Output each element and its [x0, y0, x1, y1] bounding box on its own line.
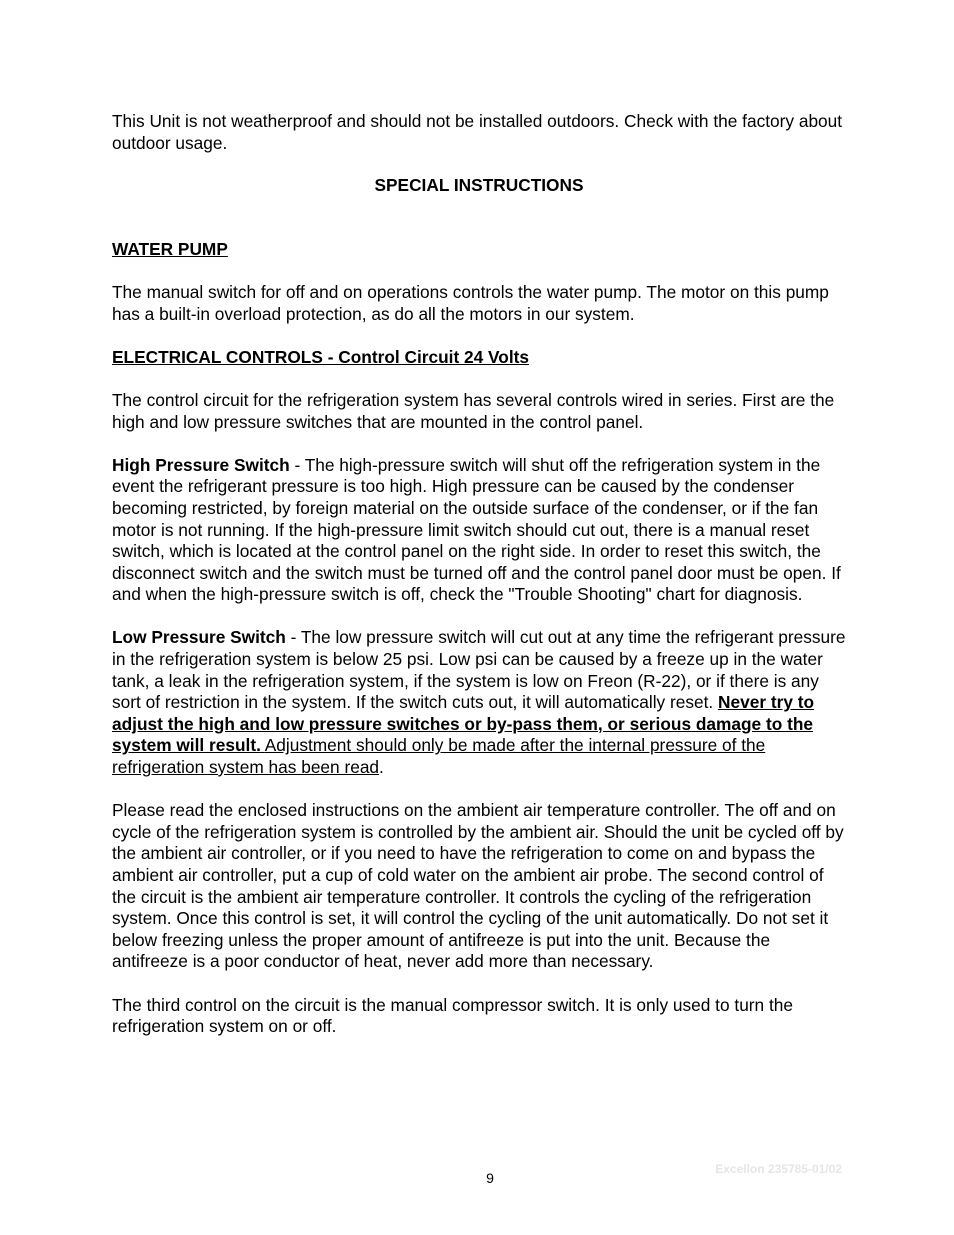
low-pressure-label: Low Pressure Switch — [112, 627, 286, 648]
low-pressure-warning: Never try to adjust the high and low pressure switches or by-pass them, or serious damage to the system will result. — [112, 692, 815, 756]
low-pressure-paragraph — [112, 627, 846, 778]
electrical-controls-heading: ELECTRICAL CONTROLS - Control Circuit 24 Volts — [112, 346, 530, 367]
ambient-paragraph: Please read the enclosed instructions on the ambient air temperature controller. The off and on cycle of the refrigeration system is controlled by the ambient air. Should the unit be cycled off by the ambient air controller, or if you need to have the refrigeration to come on and bypass the ambient air controller, put a cup of cold water on the ambient air probe. The second control of the circuit is the ambient air temperature controller. It controls the cycling of the refrigeration system. Once this control is set, it will control the cycling of the unit automatically. Do not set it below freezing unless the proper amount of antifreeze is put into the unit. Because the antifreeze is a poor conductor of heat, never add more than necessary. — [112, 800, 844, 972]
document-id: Excellon 235785-01/02 — [715, 1162, 842, 1176]
special-instructions-title: SPECIAL INSTRUCTIONS — [374, 175, 584, 196]
low-pressure-text: - The low pressure switch will cut out at any time the refrigerant pressure in the refrigeration system is below 25 psi. Low psi can be caused by a freeze up in the water tank, a leak in the refrigeration system, if the system is low on Freon (R-22), or if there is any sort of restriction in the system. If the switch cuts out, it will automatically reset. — [112, 627, 846, 713]
high-pressure-text: - The high-pressure switch will shut off the refrigeration system in the event the refrigerant pressure is too high. High pressure can be caused by the condenser becoming restricted, by foreign material on the outside surface of the condenser, or if the fan motor is not running. If the high-pressure limit switch should cut out, there is a manual reset switch, which is located at the control panel on the right side. In order to reset this switch, the disconnect switch and the switch must be turned off and the control panel door must be open. If and when the high-pressure switch is off, check the "Trouble Shooting" chart for diagnosis. — [112, 454, 841, 605]
document-body — [112, 111, 846, 1038]
low-pressure-end: . — [379, 757, 384, 778]
third-control-paragraph: The third control on the circuit is the manual compressor switch. It is only used to turn the refrigeration system on or off. — [112, 994, 793, 1037]
water-pump-paragraph: The manual switch for off and on operations controls the water pump. The motor on this pump has a built-in overload protection, as do all the motors in our system. — [112, 281, 829, 324]
low-pressure-note: Adjustment should only be made after the internal pressure of the refrigeration system has been read — [112, 735, 766, 778]
high-pressure-label: High Pressure Switch — [112, 454, 290, 475]
electrical-controls-paragraph: The control circuit for the refrigeration system has several controls wired in series. First are the high and low pressure switches that are mounted in the control panel. — [112, 389, 835, 432]
page-number: 9 — [486, 1170, 494, 1186]
water-pump-heading: WATER PUMP — [112, 238, 228, 259]
intro-paragraph: This Unit is not weatherproof and should not be installed outdoors. Check with the factory about outdoor usage. — [112, 111, 843, 153]
high-pressure-paragraph — [112, 455, 846, 606]
